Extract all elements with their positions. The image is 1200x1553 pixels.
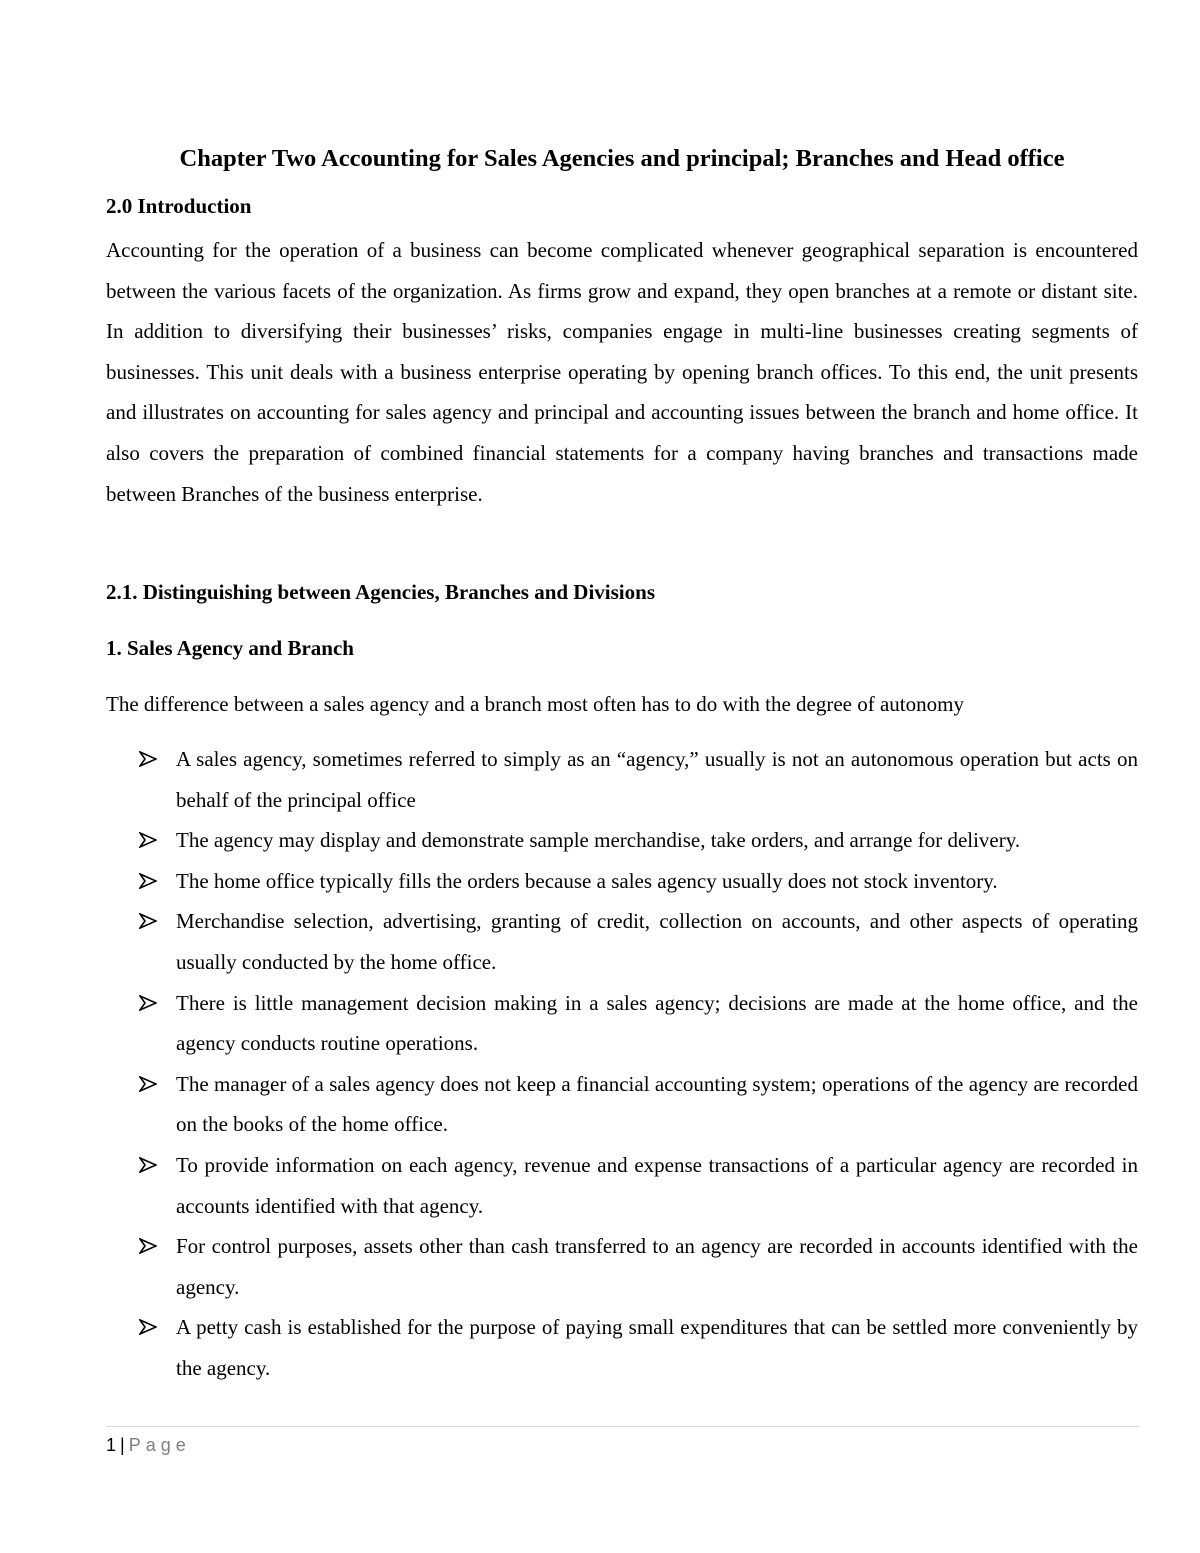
- bullet-text: There is little management decision making in a sales agency; decisions are made at the home office, and the agency conducts routine operations.: [176, 990, 1138, 1056]
- chapter-title: Chapter Two Accounting for Sales Agencies and principal; Branches and Head office: [179, 145, 1065, 172]
- arrowhead-bullet-icon: [139, 995, 157, 1011]
- list-item: [106, 739, 1138, 820]
- footer-divider: [106, 1426, 1140, 1427]
- arrowhead-bullet-icon: [139, 1157, 157, 1173]
- subsection-heading: 1. Sales Agency and Branch: [106, 636, 354, 660]
- list-item: [106, 820, 1138, 861]
- bullet-text: To provide information on each agency, revenue and expense transactions of a particular agency are recorded in accounts identified with that agency.: [176, 1152, 1138, 1218]
- arrowhead-bullet-icon: [139, 1238, 157, 1254]
- page-label: Page: [128, 1435, 191, 1455]
- bullet-text: Merchandise selection, advertising, granting of credit, collection on accounts, and other aspects of operating usually conducted by the home office.: [176, 909, 1138, 974]
- list-item: [106, 1145, 1138, 1226]
- bullet-text: For control purposes, assets other than cash transferred to an agency are recorded in accounts identified with the agency.: [176, 1234, 1138, 1299]
- list-item: [106, 901, 1138, 982]
- arrowhead-bullet-icon: [139, 751, 157, 767]
- arrowhead-bullet-icon: [139, 873, 157, 889]
- arrowhead-bullet-icon: [139, 1076, 157, 1092]
- intro-paragraph: Accounting for the operation of a business can become complicated whenever geographical separation is encountered between the various facets of the organization. As firms grow and expand, they open branches at a remote or distant site. In addition to diversifying their businesses’ risks, companies engage in multi-line businesses creating segments of businesses. This unit deals with a business enterprise operating by opening branch offices. To this end, the unit presents and illustrates on accounting for sales agency and principal and accounting issues between the branch and home office. It also covers the preparation of combined financial statements for a company having branches and transactions made between Branches of the business enterprise.: [106, 238, 1138, 506]
- arrowhead-bullet-icon: [139, 1319, 157, 1335]
- page-number: 1: [106, 1435, 117, 1455]
- bullet-list: [106, 739, 1138, 1389]
- arrowhead-bullet-icon: [139, 832, 157, 848]
- subsection-lead: The difference between a sales agency and a branch most often has to do with the degree of autonomy: [106, 692, 964, 716]
- footer-separator: |: [120, 1435, 125, 1455]
- list-item: [106, 1064, 1138, 1145]
- list-item: [106, 1307, 1138, 1388]
- bullet-text: A petty cash is established for the purpose of paying small expenditures that can be settled more conveniently by the agency.: [176, 1315, 1138, 1380]
- intro-heading: 2.0 Introduction: [106, 194, 252, 218]
- section-heading: 2.1. Distinguishing between Agencies, Branches and Divisions: [106, 580, 655, 604]
- list-item: [106, 861, 1138, 902]
- bullet-text: The manager of a sales agency does not keep a financial accounting system; operations of the agency are recorded on the books of the home office.: [176, 1071, 1138, 1137]
- arrowhead-bullet-icon: [139, 913, 157, 929]
- bullet-text: The home office typically fills the orders because a sales agency usually does not stock inventory.: [176, 868, 998, 893]
- page-footer: [106, 1432, 191, 1458]
- bullet-text: The agency may display and demonstrate sample merchandise, take orders, and arrange for delivery.: [176, 828, 1021, 853]
- list-item: [106, 983, 1138, 1064]
- list-item: [106, 1226, 1138, 1307]
- bullet-text: A sales agency, sometimes referred to simply as an “agency,” usually is not an autonomous operation but acts on behalf of the principal office: [176, 747, 1138, 812]
